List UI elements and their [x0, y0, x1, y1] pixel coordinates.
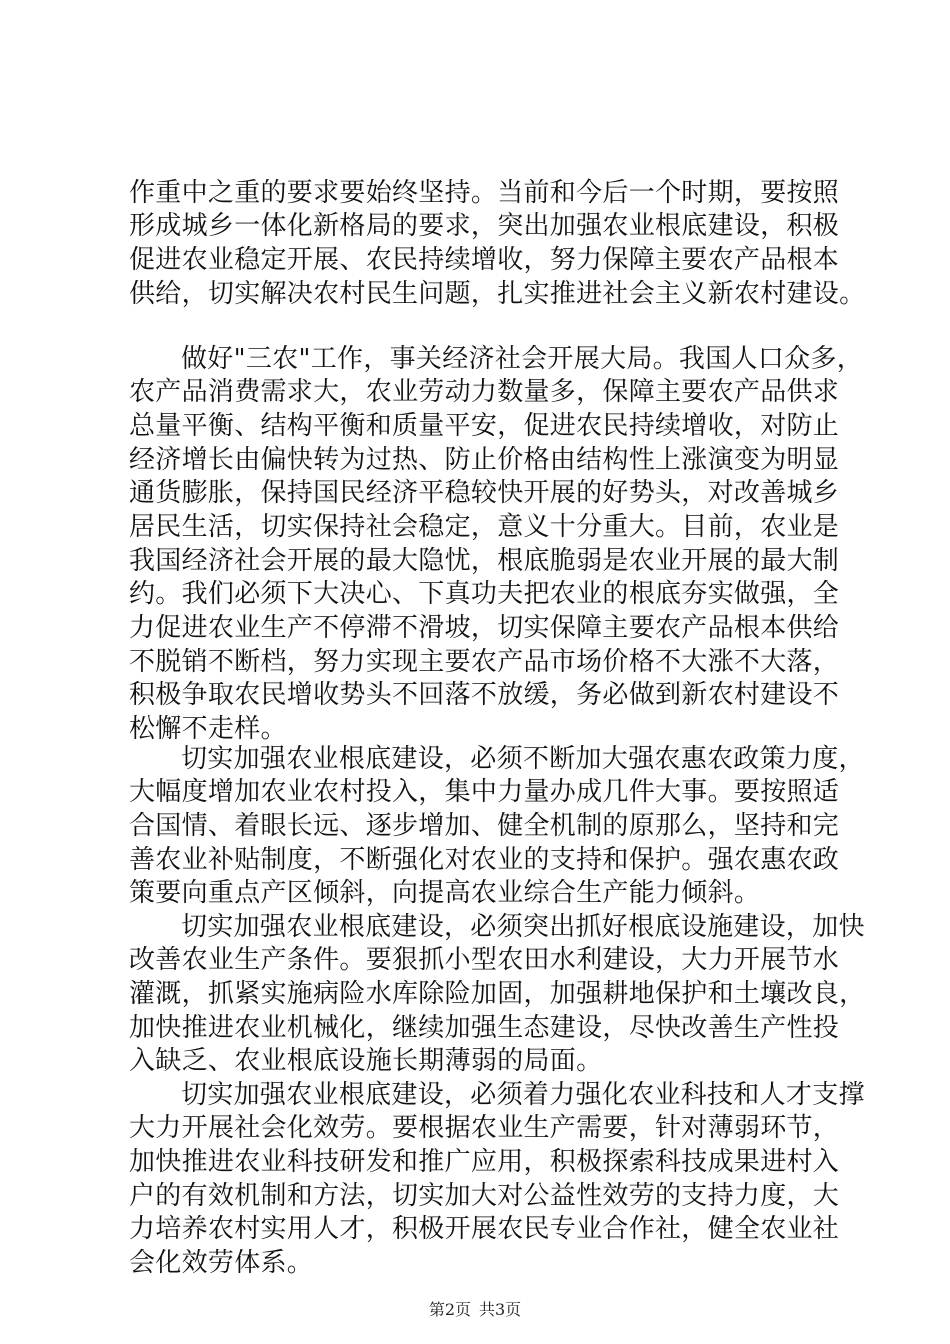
- paragraph-line: 力培养农村实用人才，积极开展农民专业合作社，健全农业社: [129, 1214, 840, 1244]
- paragraph-line: 约。我们必须下大决心、下真功夫把农业的根底夯实做强，全: [129, 579, 840, 609]
- paragraph-line: 切实加强农业根底建设，必须不断加大强农惠农政策力度，: [181, 744, 865, 774]
- page-total: 共3页: [479, 1300, 522, 1319]
- paragraph-line: 总量平衡、结构平衡和质量平安，促进农民持续增收，对防止: [129, 411, 840, 441]
- paragraph-line: 我国经济社会开展的最大隐忧，根底脆弱是农业开展的最大制: [129, 546, 840, 576]
- paragraph-line: 通货膨胀，保持国民经济平稳较快开展的好势头，对改善城乡: [129, 478, 840, 508]
- paragraph-line: 加快推进农业机械化，继续加强生态建设，尽快改善生产性投: [129, 1013, 840, 1043]
- paragraph-line: 作重中之重的要求要始终坚持。当前和今后一个时期，要按照: [129, 178, 840, 208]
- paragraph-line: 加快推进农业科技研发和推广应用，积极探索科技成果进村入: [129, 1147, 840, 1177]
- paragraph-line: 大幅度增加农业农村投入，集中力量办成几件大事。要按照适: [129, 777, 840, 807]
- paragraph-line: 促进农业稳定开展、农民持续增收，努力保障主要农产品根本: [129, 245, 840, 275]
- paragraph-line: 切实加强农业根底建设，必须着力强化农业科技和人才支撑: [181, 1080, 865, 1110]
- paragraph-line: 力促进农业生产不停滞不滑坡，切实保障主要农产品根本供给: [129, 613, 840, 643]
- paragraph-line: 农产品消费需求大，农业劳动力数量多，保障主要农产品供求: [129, 377, 840, 407]
- paragraph-line: 大力开展社会化效劳。要根据农业生产需要，针对薄弱环节，: [129, 1113, 840, 1143]
- paragraph-line: 居民生活，切实保持社会稳定，意义十分重大。目前，农业是: [129, 512, 840, 542]
- paragraph-line: 策要向重点产区倾斜，向提高农业综合生产能力倾斜。: [129, 878, 761, 908]
- paragraph-line: 不脱销不断档，努力实现主要农产品市场价格不大涨不大落，: [129, 647, 840, 677]
- paragraph-line: 做好"三农"工作，事关经济社会开展大局。我国人口众多，: [181, 344, 864, 374]
- paragraph-line: 合国情、着眼长远、逐步增加、健全机制的原那么，坚持和完: [129, 811, 840, 841]
- paragraph-line: 灌溉，抓紧实施病险水库除险加固，加强耕地保护和土壤改良，: [129, 979, 866, 1009]
- paragraph-line: 切实加强农业根底建设，必须突出抓好根底设施建设，加快: [181, 912, 865, 942]
- paragraph-line: 形成城乡一体化新格局的要求，突出加强农业根底建设，积极: [129, 211, 840, 241]
- paragraph-line: 善农业补贴制度，不断强化对农业的支持和保护。强农惠农政: [129, 845, 840, 875]
- page-footer: [0, 1300, 950, 1320]
- paragraph-line: 户的有效机制和方法，切实加大对公益性效劳的支持力度，大: [129, 1181, 840, 1211]
- paragraph-line: 松懈不走样。: [129, 714, 287, 744]
- paragraph-line: 改善农业生产条件。要狠抓小型农田水利建设，大力开展节水: [129, 945, 840, 975]
- paragraph-line: 会化效劳体系。: [129, 1248, 314, 1278]
- paragraph-line: 供给，切实解决农村民生问题，扎实推进社会主义新农村建设。: [129, 279, 866, 309]
- paragraph-line: 入缺乏、农业根底设施长期薄弱的局面。: [129, 1046, 603, 1076]
- paragraph-line: 经济增长由偏快转为过热、防止价格由结构性上涨演变为明显: [129, 445, 840, 475]
- page-number: 第2页: [428, 1300, 471, 1319]
- paragraph-line: 积极争取农民增收势头不回落不放缓，务必做到新农村建设不: [129, 680, 840, 710]
